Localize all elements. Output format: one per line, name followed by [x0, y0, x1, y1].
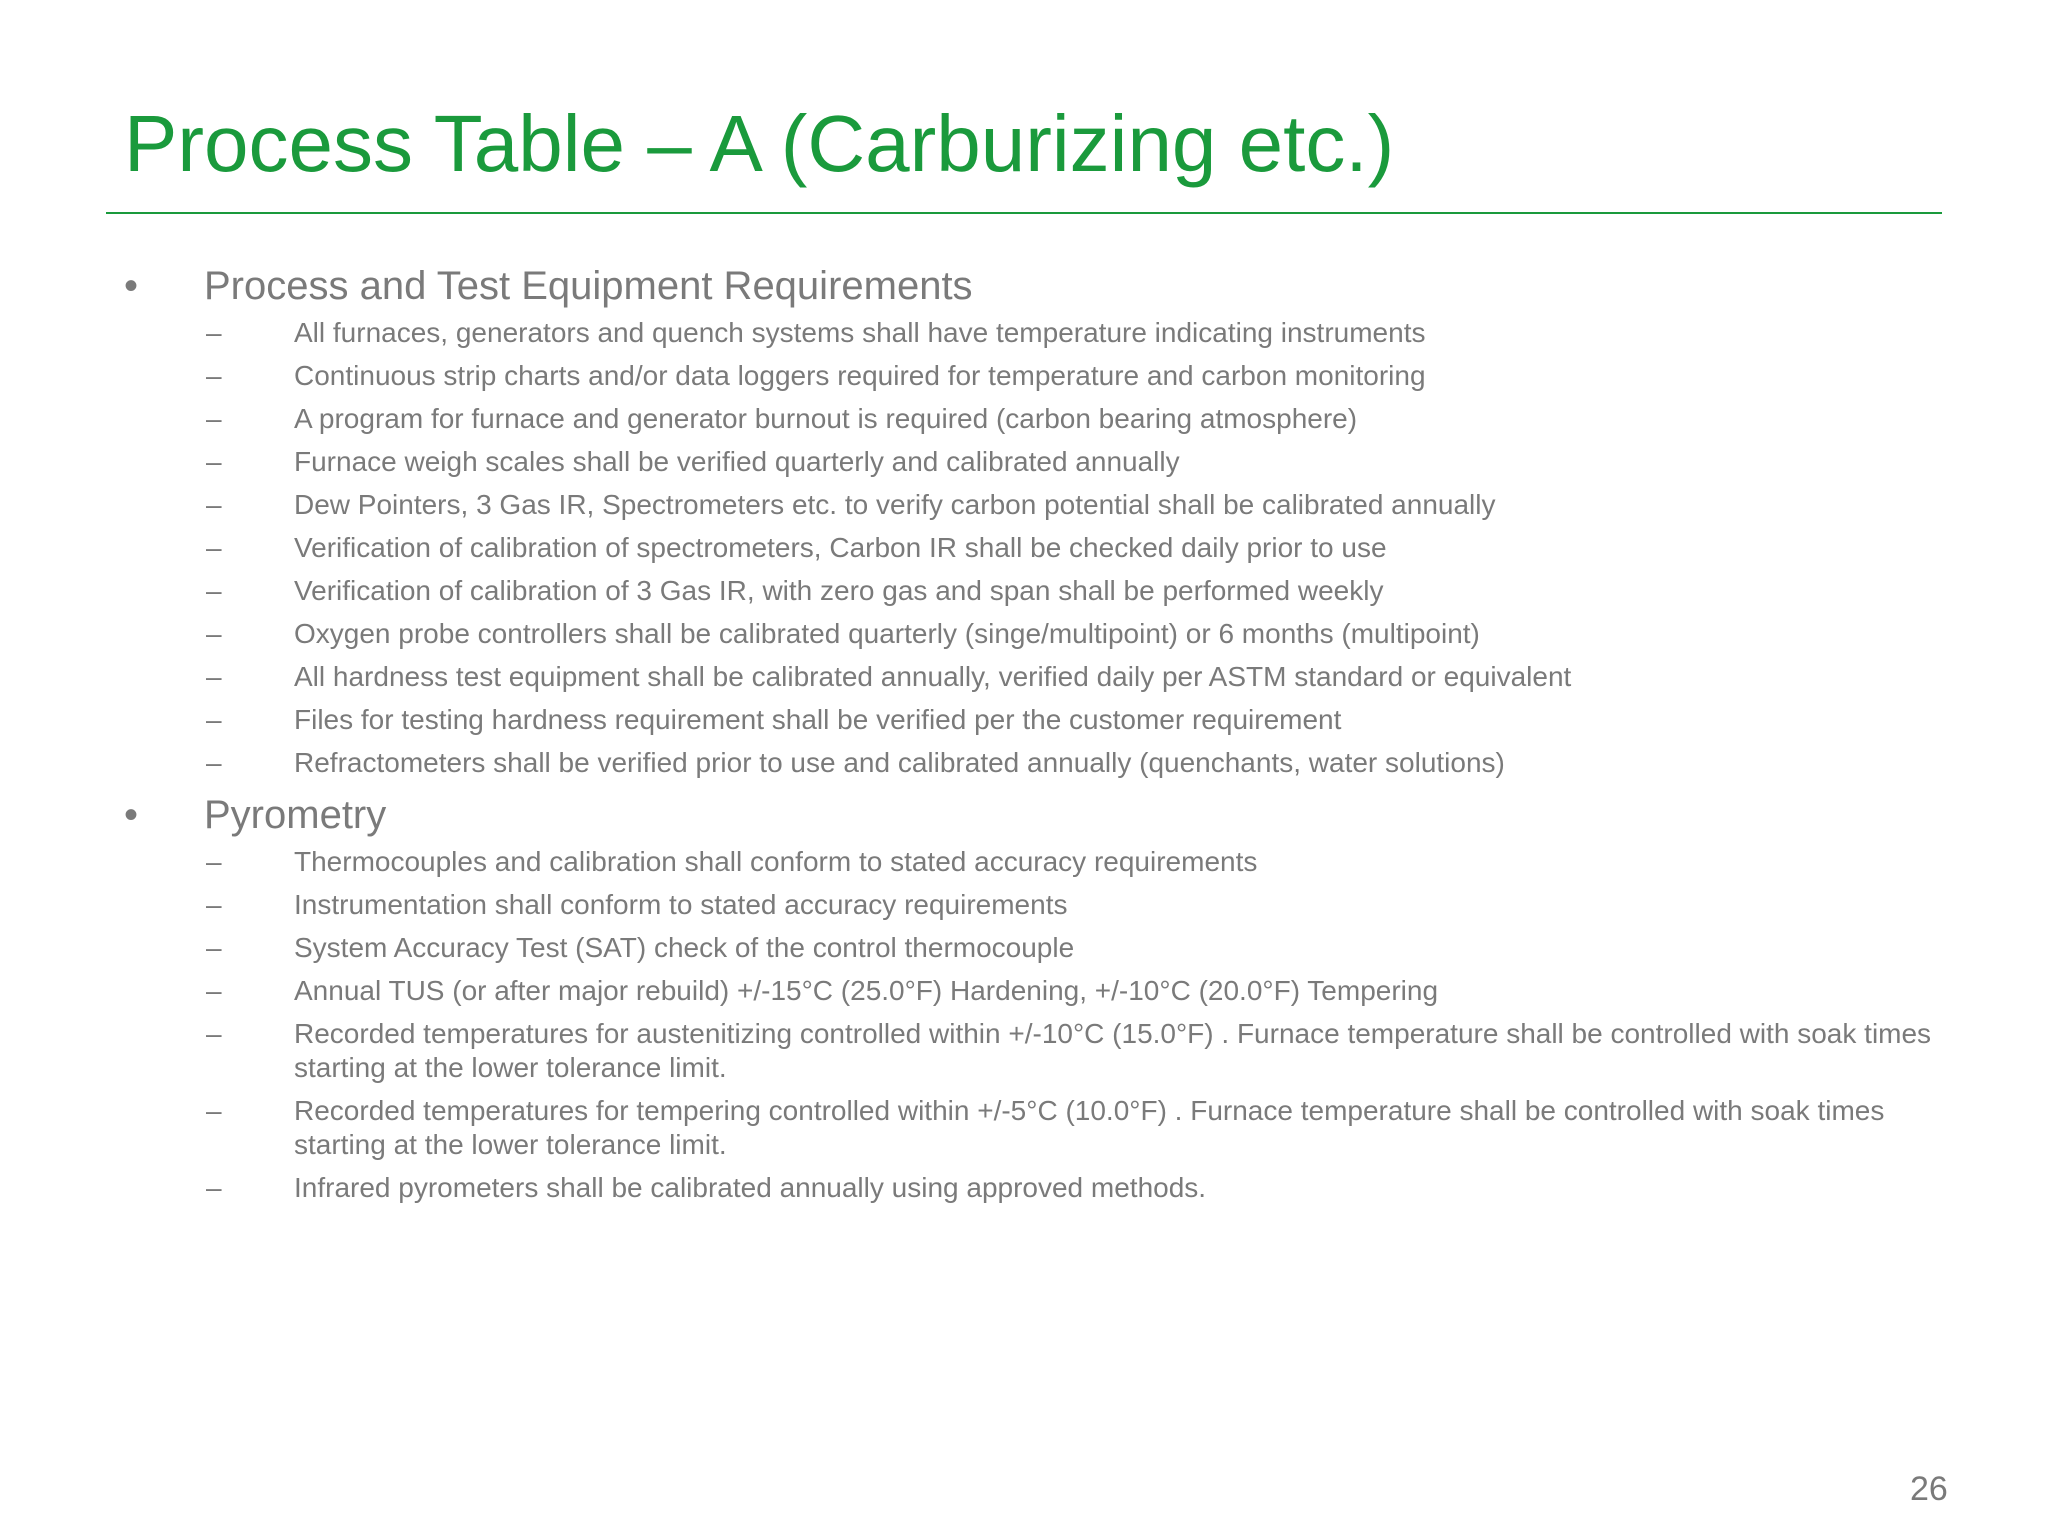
- dash-icon: –: [206, 618, 222, 649]
- list-item-text: Recorded temperatures for tempering controlled within +/-5°C (10.0°F) . Furnace temperature shall be controlled with soak times starting at the lower tolerance limit.: [294, 1095, 1885, 1160]
- sub-list: [204, 845, 1944, 1205]
- dash-icon: –: [206, 532, 222, 563]
- list-item-text: Annual TUS (or after major rebuild) +/-15°C (25.0°F) Hardening, +/-10°C (20.0°F) Tempering: [294, 975, 1439, 1006]
- list-item: [204, 888, 1944, 922]
- section-equipment: [124, 260, 1944, 780]
- dash-icon: –: [206, 317, 222, 348]
- list-item: [204, 531, 1944, 565]
- list-item: [204, 574, 1944, 608]
- list-item-text: Files for testing hardness requirement shall be verified per the customer requirement: [294, 704, 1342, 735]
- dash-icon: –: [206, 975, 222, 1006]
- dash-icon: –: [206, 360, 222, 391]
- list-item: [204, 660, 1944, 694]
- dash-icon: –: [206, 661, 222, 692]
- dash-icon: –: [206, 1095, 222, 1126]
- dash-icon: –: [206, 704, 222, 735]
- title-divider: [106, 212, 1942, 214]
- slide-title: Process Table – A (Carburizing etc.): [124, 99, 1395, 188]
- list-item-text: All hardness test equipment shall be calibrated annually, verified daily per ASTM standard or equivalent: [294, 661, 1572, 692]
- bullet-list: [124, 260, 1944, 1205]
- dash-icon: –: [206, 1018, 222, 1049]
- list-item-text: Refractometers shall be verified prior to use and calibrated annually (quenchants, water solutions): [294, 747, 1505, 778]
- list-item: [204, 974, 1944, 1008]
- list-item: [204, 746, 1944, 780]
- bullet-icon: •: [124, 264, 139, 308]
- dash-icon: –: [206, 446, 222, 477]
- list-item: [204, 931, 1944, 965]
- bullet-icon: •: [124, 793, 139, 837]
- slide-content: [124, 260, 1944, 1214]
- section-heading: Process and Test Equipment Requirements: [204, 264, 973, 308]
- list-item: [204, 703, 1944, 737]
- dash-icon: –: [206, 575, 222, 606]
- list-item-text: Continuous strip charts and/or data loggers required for temperature and carbon monitoring: [294, 360, 1426, 391]
- list-item-text: Thermocouples and calibration shall conform to stated accuracy requirements: [294, 846, 1258, 877]
- list-item-text: Instrumentation shall conform to stated accuracy requirements: [294, 889, 1068, 920]
- list-item: [204, 1094, 1944, 1162]
- dash-icon: –: [206, 889, 222, 920]
- list-item-text: Verification of calibration of spectrometers, Carbon IR shall be checked daily prior to use: [294, 532, 1387, 563]
- list-item-text: Dew Pointers, 3 Gas IR, Spectrometers etc. to verify carbon potential shall be calibrated annually: [294, 489, 1496, 520]
- list-item-text: Oxygen probe controllers shall be calibrated quarterly (singe/multipoint) or 6 months (multipoint): [294, 618, 1480, 649]
- list-item: [204, 445, 1944, 479]
- list-item: [204, 1171, 1944, 1205]
- list-item-text: Verification of calibration of 3 Gas IR, with zero gas and span shall be performed weekly: [294, 575, 1384, 606]
- list-item-text: All furnaces, generators and quench systems shall have temperature indicating instruments: [294, 317, 1426, 348]
- page-number: 26: [1910, 1470, 1948, 1508]
- list-item-text: System Accuracy Test (SAT) check of the control thermocouple: [294, 932, 1075, 963]
- dash-icon: –: [206, 747, 222, 778]
- list-item: [204, 845, 1944, 879]
- list-item: [204, 617, 1944, 651]
- list-item-text: Recorded temperatures for austenitizing controlled within +/-10°C (15.0°F) . Furnace temperature shall be controlled with soak times starting at the lower tolerance limit.: [294, 1018, 1932, 1083]
- dash-icon: –: [206, 1172, 222, 1203]
- list-item: [204, 359, 1944, 393]
- list-item-text: Infrared pyrometers shall be calibrated annually using approved methods.: [294, 1172, 1207, 1203]
- list-item: [204, 488, 1944, 522]
- list-item: [204, 316, 1944, 350]
- dash-icon: –: [206, 403, 222, 434]
- dash-icon: –: [206, 846, 222, 877]
- sub-list: [204, 316, 1944, 780]
- list-item-text: Furnace weigh scales shall be verified quarterly and calibrated annually: [294, 446, 1180, 477]
- list-item: [204, 402, 1944, 436]
- dash-icon: –: [206, 489, 222, 520]
- section-heading: Pyrometry: [204, 793, 387, 837]
- list-item: [204, 1017, 1944, 1085]
- list-item-text: A program for furnace and generator burnout is required (carbon bearing atmosphere): [294, 403, 1358, 434]
- section-pyrometry: [124, 789, 1944, 1205]
- dash-icon: –: [206, 932, 222, 963]
